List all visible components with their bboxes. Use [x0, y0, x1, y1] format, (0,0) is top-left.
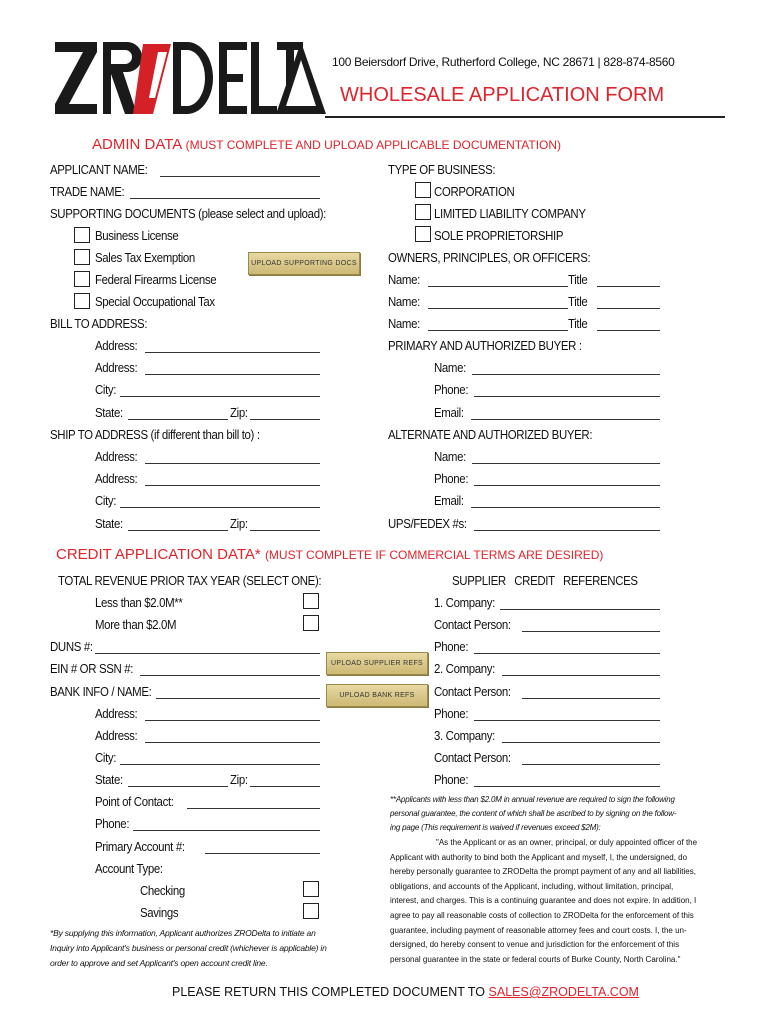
ship-address2-label: Address:: [95, 471, 138, 486]
trade-name-field[interactable]: [130, 198, 320, 199]
ups-fedex-label: UPS/FEDEX #s:: [388, 516, 467, 531]
sales-email-link[interactable]: SALES@ZRODELTA.COM: [488, 985, 639, 999]
ship-zip-field[interactable]: [250, 530, 320, 531]
bill-address1-label: Address:: [95, 338, 138, 353]
bill-state-label: State:: [95, 405, 123, 420]
bank-zip-field[interactable]: [250, 786, 320, 787]
supplier-refs-heading: SUPPLIER CREDIT REFERENCES: [452, 573, 638, 588]
bank-address1-label: Address:: [95, 706, 138, 721]
alt-buyer-phone-field[interactable]: [474, 485, 660, 486]
zrodelta-logo: [55, 38, 305, 120]
corporation-checkbox[interactable]: [415, 182, 431, 198]
less-than-label: Less than $2.0M**: [95, 595, 183, 610]
primary-account-label: Primary Account #:: [95, 839, 185, 854]
bank-info-label: BANK INFO / NAME:: [50, 684, 152, 699]
account-type-label: Account Type:: [95, 861, 163, 876]
company2-label: 2. Company:: [434, 661, 495, 676]
revenue-requirement-note: **Applicants with less than $2.0M in annual revenue are required to sign the following personal guarantee, the content of which shall be ascribed to by signing on the follow- ing page (This requirement is waived if revenues exceed $2M):: [390, 795, 677, 832]
sales-tax-label: Sales Tax Exemption: [95, 250, 195, 265]
owner3-title-label: Title: [568, 316, 588, 331]
alt-buyer-name-label: Name:: [434, 449, 466, 464]
point-of-contact-field[interactable]: [187, 808, 320, 809]
primary-account-field[interactable]: [205, 853, 320, 854]
bank-info-field[interactable]: [156, 698, 320, 699]
contact3-label: Contact Person:: [434, 750, 511, 765]
company1-label: 1. Company:: [434, 595, 495, 610]
trade-name-label: TRADE NAME:: [50, 184, 125, 199]
primary-buyer-phone-label: Phone:: [434, 382, 469, 397]
owner1-name-label: Name:: [388, 272, 420, 287]
ffl-label: Federal Firearms License: [95, 272, 217, 287]
upload-bank-refs-button[interactable]: UPLOAD BANK REFS: [326, 684, 428, 707]
bank-address2-field[interactable]: [145, 742, 320, 743]
ship-zip-label: Zip:: [230, 516, 248, 531]
credit-authorization-note: *By supplying this information, Applicant authorizes ZRODelta to initiate an Inquiry into Applicant's business or personal credit (whichever is applicable) in order to approve and set Applicant's open account credit line.: [50, 928, 327, 968]
ship-city-field[interactable]: [120, 507, 320, 508]
business-license-checkbox[interactable]: [74, 227, 90, 243]
bill-zip-label: Zip:: [230, 405, 248, 420]
bank-phone-field[interactable]: [133, 830, 320, 831]
company2-field[interactable]: [502, 675, 660, 676]
ship-state-label: State:: [95, 516, 123, 531]
ref1-phone-field[interactable]: [474, 653, 660, 654]
business-license-label: Business License: [95, 228, 179, 243]
alternate-buyer-label: ALTERNATE AND AUTHORIZED BUYER:: [388, 427, 593, 442]
more-than-label: More than $2.0M: [95, 617, 177, 632]
ein-field[interactable]: [140, 675, 320, 676]
owner3-name-label: Name:: [388, 316, 420, 331]
llc-checkbox[interactable]: [415, 204, 431, 220]
ship-city-label: City:: [95, 493, 117, 508]
bank-zip-label: Zip:: [230, 772, 248, 787]
duns-field[interactable]: [95, 653, 320, 654]
llc-label: LIMITED LIABILITY COMPANY: [434, 206, 586, 221]
primary-buyer-email-field[interactable]: [471, 419, 660, 420]
contact1-field[interactable]: [522, 631, 660, 632]
sole-prop-label: SOLE PROPRIETORSHIP: [434, 228, 564, 243]
sot-checkbox[interactable]: [74, 293, 90, 309]
ship-to-label: SHIP TO ADDRESS (if different than bill to) :: [50, 427, 260, 442]
admin-data-heading: ADMIN DATA (MUST COMPLETE AND UPLOAD APPLICABLE DOCUMENTATION): [92, 136, 562, 153]
primary-buyer-label: PRIMARY AND AUTHORIZED BUYER :: [388, 338, 582, 353]
owner2-title-field[interactable]: [597, 308, 660, 309]
point-of-contact-label: Point of Contact:: [95, 794, 174, 809]
bank-state-label: State:: [95, 772, 123, 787]
ein-label: EIN # OR SSN #:: [50, 661, 134, 676]
type-of-business-label: TYPE OF BUSINESS:: [388, 162, 496, 177]
header-rule: [325, 116, 725, 118]
bank-city-field[interactable]: [120, 764, 320, 765]
company3-label: 3. Company:: [434, 728, 495, 743]
upload-supporting-docs-button[interactable]: UPLOAD SUPPORTING DOCS: [248, 252, 360, 275]
primary-buyer-name-label: Name:: [434, 360, 466, 375]
owner3-title-field[interactable]: [597, 330, 660, 331]
savings-label: Savings: [140, 905, 179, 920]
ship-address1-field[interactable]: [145, 463, 320, 464]
credit-data-heading: CREDIT APPLICATION DATA* (MUST COMPLETE IF COMMERCIAL TERMS ARE DESIRED): [56, 546, 604, 563]
upload-supplier-refs-button[interactable]: UPLOAD SUPPLIER REFS: [326, 652, 428, 675]
supporting-docs-label: SUPPORTING DOCUMENTS (please select and upload):: [50, 206, 326, 221]
ffl-checkbox[interactable]: [74, 271, 90, 287]
total-revenue-label: TOTAL REVENUE PRIOR TAX YEAR (SELECT ONE):: [58, 573, 322, 588]
owner2-name-label: Name:: [388, 294, 420, 309]
owners-label: OWNERS, PRINCIPLES, OR OFFICERS:: [388, 250, 591, 265]
bill-city-label: City:: [95, 382, 117, 397]
return-instructions: PLEASE RETURN THIS COMPLETED DOCUMENT TO SALES@ZRODELTA.COM: [172, 985, 639, 999]
owner2-title-label: Title: [568, 294, 588, 309]
bill-state-field[interactable]: [128, 419, 228, 420]
duns-label: DUNS #:: [50, 639, 93, 654]
bill-to-label: BILL TO ADDRESS:: [50, 316, 148, 331]
form-title: WHOLESALE APPLICATION FORM: [340, 84, 665, 106]
personal-guarantee-text: "As the Applicant or as an owner, principal, or duly appointed officer of the Applicant with authority to bind both the Applicant and myself, I, the undersigned, do hereby personally guarantee to ZRODelta the prompt payment of any and all liabilities, obligations, and accounts of the Applicant, including, without limitation, principal, interest, and charges. This is a continuing guarantee and does not expire. In addition, I agree to pay all reasonable costs of collection to ZRODelta for the enforcement of this guarantee, including payment of reasonable attorney fees and court costs. I, the un- dersigned, do hereby consent to venue and jurisdiction for the enforcement of this personal guarantee in the state or federal courts of Burke County, North Carolina.": [390, 838, 698, 964]
bill-address2-label: Address:: [95, 360, 138, 375]
owner1-title-field[interactable]: [597, 286, 660, 287]
ref3-phone-label: Phone:: [434, 772, 469, 787]
bill-address2-field[interactable]: [145, 374, 320, 375]
applicant-name-label: APPLICANT NAME:: [50, 162, 148, 177]
company1-field[interactable]: [500, 609, 660, 610]
owner1-title-label: Title: [568, 272, 588, 287]
alt-buyer-email-field[interactable]: [471, 507, 660, 508]
contact1-label: Contact Person:: [434, 617, 511, 632]
bank-address2-label: Address:: [95, 728, 138, 743]
ref2-phone-field[interactable]: [474, 720, 660, 721]
contact2-label: Contact Person:: [434, 684, 511, 699]
ups-fedex-field[interactable]: [474, 530, 660, 531]
sole-prop-checkbox[interactable]: [415, 226, 431, 242]
ref1-phone-label: Phone:: [434, 639, 469, 654]
checking-checkbox[interactable]: [303, 881, 319, 897]
owner2-name-field[interactable]: [428, 308, 568, 309]
sales-tax-checkbox[interactable]: [74, 249, 90, 265]
delta-triangle-icon: [274, 38, 328, 120]
contact3-field[interactable]: [522, 764, 660, 765]
bank-address1-field[interactable]: [145, 720, 320, 721]
bill-city-field[interactable]: [120, 396, 320, 397]
alt-buyer-name-field[interactable]: [472, 463, 660, 464]
primary-buyer-name-field[interactable]: [472, 374, 660, 375]
contact2-field[interactable]: [522, 698, 660, 699]
ship-address2-field[interactable]: [145, 485, 320, 486]
bill-zip-field[interactable]: [250, 419, 320, 420]
savings-checkbox[interactable]: [303, 903, 319, 919]
corporation-label: CORPORATION: [434, 184, 515, 199]
primary-buyer-email-label: Email:: [434, 405, 464, 420]
owner3-name-field[interactable]: [428, 330, 568, 331]
ref2-phone-label: Phone:: [434, 706, 469, 721]
ship-state-field[interactable]: [128, 530, 228, 531]
bank-city-label: City:: [95, 750, 117, 765]
sot-label: Special Occupational Tax: [95, 294, 215, 309]
bank-phone-label: Phone:: [95, 816, 130, 831]
more-than-checkbox[interactable]: [303, 615, 319, 631]
less-than-checkbox[interactable]: [303, 593, 319, 609]
primary-buyer-phone-field[interactable]: [474, 396, 660, 397]
company3-field[interactable]: [502, 742, 660, 743]
ship-address1-label: Address:: [95, 449, 138, 464]
applicant-name-field[interactable]: [160, 176, 320, 177]
owner1-name-field[interactable]: [428, 286, 568, 287]
bill-address1-field[interactable]: [145, 352, 320, 353]
alt-buyer-phone-label: Phone:: [434, 471, 469, 486]
alt-buyer-email-label: Email:: [434, 493, 464, 508]
company-address: 100 Beiersdorf Drive, Rutherford College, NC 28671 | 828-874-8560: [332, 55, 675, 69]
checking-label: Checking: [140, 883, 185, 898]
bank-state-field[interactable]: [128, 786, 228, 787]
ref3-phone-field[interactable]: [474, 786, 660, 787]
